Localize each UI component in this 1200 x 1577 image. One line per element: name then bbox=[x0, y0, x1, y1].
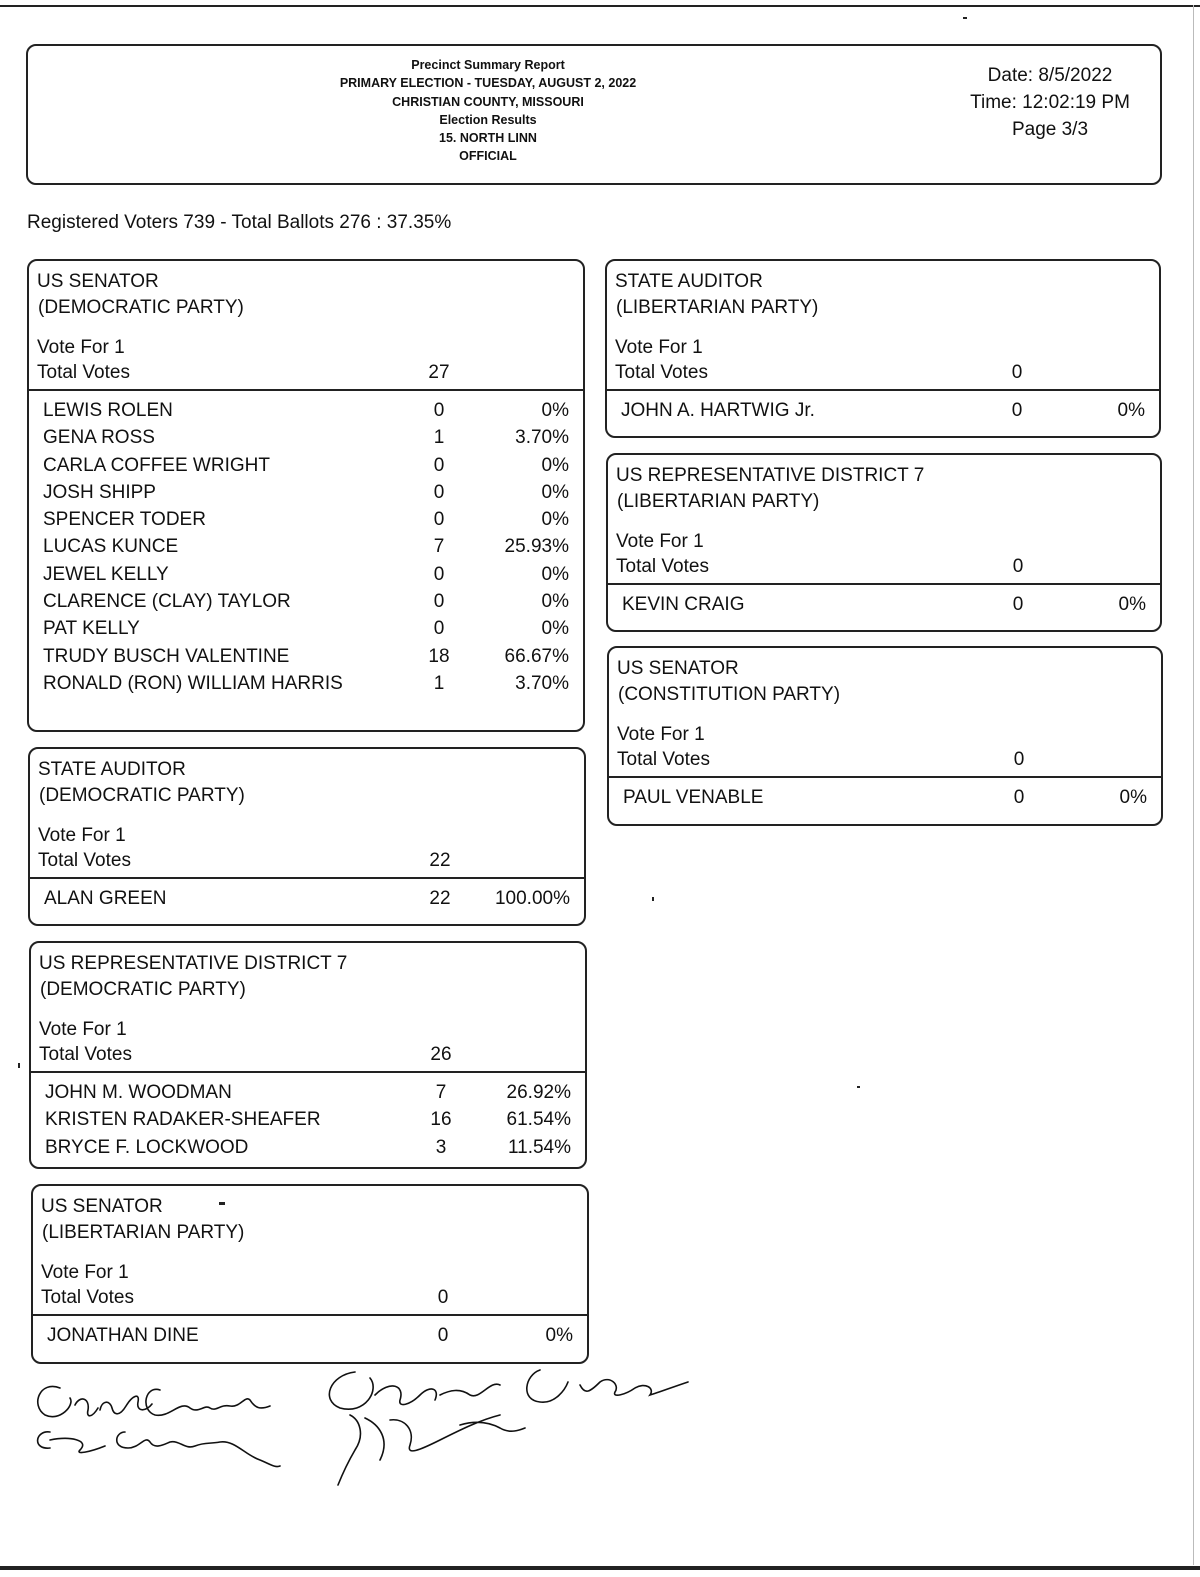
office-name: US SENATOR bbox=[617, 658, 739, 679]
candidate-name: LEWIS ROLEN bbox=[43, 400, 173, 421]
race-us-representative-democratic bbox=[29, 941, 587, 1169]
candidate-row bbox=[609, 784, 1161, 811]
candidate-percent: 0% bbox=[541, 591, 569, 613]
race-title bbox=[607, 261, 1159, 321]
candidate-row bbox=[607, 397, 1159, 424]
candidate-percent: 0% bbox=[541, 618, 569, 640]
race-title bbox=[33, 1186, 587, 1246]
page-bottom-edge bbox=[0, 1566, 1200, 1570]
total-votes-label: Total Votes bbox=[616, 556, 709, 577]
total-votes-row bbox=[33, 1285, 587, 1311]
page-number: Page 3/3 bbox=[1011, 119, 1089, 140]
candidate-votes: 7 bbox=[435, 1082, 447, 1103]
candidate-votes: 1 bbox=[433, 672, 445, 694]
report-title: Precinct Summary Report bbox=[411, 58, 565, 72]
total-votes-row bbox=[609, 747, 1161, 773]
candidate-name: JOHN A. HARTWIG Jr. bbox=[621, 400, 815, 421]
candidate-percent: 0% bbox=[1118, 594, 1146, 615]
total-votes-value: 0 bbox=[1013, 749, 1025, 770]
candidate-name: JONATHAN DINE bbox=[47, 1325, 199, 1346]
candidate-row bbox=[29, 670, 583, 697]
candidate-votes: 0 bbox=[1013, 787, 1025, 808]
candidate-votes: 3 bbox=[435, 1136, 447, 1158]
candidate-votes: 7 bbox=[433, 536, 445, 558]
results-label: Election Results bbox=[439, 112, 537, 127]
race-state-auditor-democratic bbox=[28, 747, 586, 926]
total-votes-value: 0 bbox=[437, 1287, 449, 1308]
candidate-percent: 0% bbox=[541, 400, 569, 421]
candidate-row bbox=[29, 506, 583, 533]
race-title bbox=[30, 749, 584, 809]
race-title bbox=[29, 261, 583, 321]
candidate-percent: 61.54% bbox=[506, 1109, 571, 1131]
candidate-name: PAUL VENABLE bbox=[623, 787, 764, 808]
candidate-percent: 0% bbox=[541, 481, 569, 503]
candidate-list bbox=[33, 1316, 587, 1353]
party-name: (LIBERTARIAN PARTY) bbox=[616, 297, 819, 318]
candidate-votes: 0 bbox=[1012, 594, 1024, 615]
scan-mark bbox=[963, 17, 967, 19]
handwritten-signatures bbox=[20, 1360, 720, 1500]
candidate-votes: 0 bbox=[433, 618, 445, 640]
vote-for-label: Vote For 1 bbox=[615, 337, 703, 358]
official-label: OFFICIAL bbox=[459, 149, 517, 164]
total-votes-label: Total Votes bbox=[38, 850, 131, 871]
candidate-percent: 11.54% bbox=[507, 1136, 571, 1158]
total-votes-row bbox=[30, 848, 584, 874]
candidate-row bbox=[29, 397, 583, 424]
total-votes-row bbox=[31, 1042, 585, 1068]
candidate-row bbox=[29, 452, 583, 479]
scan-mark bbox=[219, 1202, 225, 1205]
candidate-list bbox=[29, 391, 583, 701]
candidate-votes: 0 bbox=[437, 1325, 449, 1346]
race-us-senator-constitution bbox=[607, 646, 1163, 826]
party-name: (LIBERTARIAN PARTY) bbox=[42, 1222, 245, 1243]
report-title-block bbox=[278, 56, 698, 166]
candidate-percent: 0% bbox=[541, 563, 569, 585]
candidate-row bbox=[31, 1106, 585, 1133]
report-meta bbox=[950, 62, 1150, 143]
candidate-name: TRUDY BUSCH VALENTINE bbox=[43, 645, 290, 667]
total-votes-value: 0 bbox=[1011, 362, 1023, 383]
candidate-row bbox=[29, 615, 583, 642]
county-name: CHRISTIAN COUNTY, MISSOURI bbox=[392, 94, 584, 109]
scan-mark bbox=[652, 897, 654, 901]
office-name: US SENATOR bbox=[37, 271, 159, 292]
candidate-percent: 0% bbox=[541, 509, 569, 531]
report-header bbox=[26, 44, 1162, 185]
candidate-percent: 100.00% bbox=[494, 888, 570, 909]
total-votes-label: Total Votes bbox=[37, 362, 130, 383]
total-votes-label: Total Votes bbox=[617, 749, 710, 770]
candidate-name: BRYCE F. LOCKWOOD bbox=[45, 1136, 249, 1158]
candidate-row bbox=[29, 479, 583, 506]
office-name: STATE AUDITOR bbox=[38, 759, 186, 780]
total-votes-value: 0 bbox=[1012, 556, 1024, 577]
candidate-votes: 18 bbox=[428, 645, 450, 667]
candidate-row bbox=[31, 1134, 585, 1161]
report-time: Time: 12:02:19 PM bbox=[970, 92, 1130, 113]
precinct-name: 15. NORTH LINN bbox=[439, 131, 537, 146]
total-votes-row bbox=[29, 360, 583, 386]
party-name: (DEMOCRATIC PARTY) bbox=[40, 979, 246, 1000]
candidate-votes: 0 bbox=[433, 563, 445, 585]
race-title bbox=[608, 455, 1160, 515]
candidate-list bbox=[608, 585, 1160, 622]
vote-for-label: Vote For 1 bbox=[39, 1019, 127, 1040]
candidate-list bbox=[607, 391, 1159, 428]
candidate-row bbox=[29, 643, 583, 670]
candidate-list bbox=[30, 879, 584, 916]
candidate-percent: 3.70% bbox=[515, 427, 569, 449]
party-name: (CONSTITUTION PARTY) bbox=[618, 684, 841, 705]
total-votes-label: Total Votes bbox=[615, 362, 708, 383]
candidate-list bbox=[609, 778, 1161, 815]
candidate-votes: 0 bbox=[433, 454, 445, 476]
total-votes-label: Total Votes bbox=[39, 1044, 132, 1065]
scan-mark bbox=[18, 1063, 20, 1068]
page-top-edge bbox=[0, 5, 1200, 7]
candidate-percent: 0% bbox=[541, 454, 569, 476]
candidate-name: JOHN M. WOODMAN bbox=[45, 1082, 232, 1103]
candidate-name: LUCAS KUNCE bbox=[43, 536, 179, 558]
total-votes-row bbox=[608, 554, 1160, 580]
race-state-auditor-libertarian bbox=[605, 259, 1161, 438]
office-name: STATE AUDITOR bbox=[615, 271, 763, 292]
candidate-name: CLARENCE (CLAY) TAYLOR bbox=[43, 591, 291, 613]
election-name: PRIMARY ELECTION - TUESDAY, AUGUST 2, 2022 bbox=[339, 76, 637, 91]
vote-for-label: Vote For 1 bbox=[37, 337, 125, 358]
party-name: (DEMOCRATIC PARTY) bbox=[39, 785, 245, 806]
candidate-votes: 0 bbox=[433, 509, 445, 531]
party-name: (DEMOCRATIC PARTY) bbox=[38, 297, 244, 318]
candidate-name: ALAN GREEN bbox=[44, 888, 167, 909]
scan-mark bbox=[857, 1086, 860, 1088]
candidate-name: CARLA COFFEE WRIGHT bbox=[43, 454, 270, 476]
race-us-senator-democratic bbox=[27, 259, 585, 732]
total-votes-value: 27 bbox=[428, 362, 450, 383]
candidate-votes: 0 bbox=[433, 400, 445, 421]
office-name: US REPRESENTATIVE DISTRICT 7 bbox=[39, 953, 348, 974]
candidate-percent: 0% bbox=[1119, 787, 1147, 808]
party-name: (LIBERTARIAN PARTY) bbox=[617, 491, 820, 512]
race-title bbox=[609, 648, 1161, 708]
vote-for-label: Vote For 1 bbox=[41, 1262, 129, 1283]
candidate-percent: 0% bbox=[545, 1325, 573, 1346]
total-votes-label: Total Votes bbox=[41, 1287, 134, 1308]
candidate-row bbox=[608, 591, 1160, 618]
race-us-senator-libertarian bbox=[31, 1184, 589, 1364]
turnout-summary: Registered Voters 739 - Total Ballots 276 : 37.35% bbox=[27, 212, 452, 233]
vote-for-label: Vote For 1 bbox=[617, 724, 705, 745]
candidate-row bbox=[31, 1079, 585, 1106]
report-date: Date: 8/5/2022 bbox=[987, 65, 1113, 86]
candidate-name: GENA ROSS bbox=[43, 427, 155, 449]
vote-for-label: Vote For 1 bbox=[616, 531, 704, 552]
candidate-percent: 66.67% bbox=[504, 645, 569, 667]
candidate-row bbox=[29, 588, 583, 615]
candidate-votes: 0 bbox=[433, 481, 445, 503]
candidate-percent: 0% bbox=[1117, 400, 1145, 421]
candidate-votes: 16 bbox=[430, 1109, 452, 1131]
candidate-list bbox=[31, 1073, 585, 1165]
page-right-edge bbox=[1193, 5, 1194, 1565]
vote-for-label: Vote For 1 bbox=[38, 825, 126, 846]
candidate-votes: 22 bbox=[429, 888, 451, 909]
candidate-name: KEVIN CRAIG bbox=[622, 594, 745, 615]
candidate-name: RONALD (RON) WILLIAM HARRIS bbox=[43, 672, 343, 694]
office-name: US REPRESENTATIVE DISTRICT 7 bbox=[616, 465, 925, 486]
candidate-votes: 1 bbox=[433, 427, 445, 449]
candidate-votes: 0 bbox=[1011, 400, 1023, 421]
candidate-name: SPENCER TODER bbox=[43, 509, 206, 531]
race-title bbox=[31, 943, 585, 1003]
race-us-representative-libertarian bbox=[606, 453, 1162, 632]
candidate-row bbox=[30, 885, 584, 912]
candidate-row bbox=[33, 1322, 587, 1349]
office-name: US SENATOR bbox=[41, 1196, 163, 1217]
candidate-percent: 26.92% bbox=[506, 1082, 571, 1103]
candidate-row bbox=[29, 561, 583, 588]
candidate-percent: 3.70% bbox=[515, 672, 569, 694]
candidate-name: KRISTEN RADAKER-SHEAFER bbox=[45, 1109, 321, 1131]
total-votes-row bbox=[607, 360, 1159, 386]
total-votes-value: 22 bbox=[429, 850, 451, 871]
candidate-name: JEWEL KELLY bbox=[43, 563, 169, 585]
candidate-votes: 0 bbox=[433, 591, 445, 613]
candidate-name: PAT KELLY bbox=[43, 618, 140, 640]
candidate-row bbox=[29, 533, 583, 560]
candidate-percent: 25.93% bbox=[504, 536, 569, 558]
candidate-row bbox=[29, 424, 583, 451]
candidate-name: JOSH SHIPP bbox=[43, 481, 156, 503]
total-votes-value: 26 bbox=[430, 1044, 452, 1065]
